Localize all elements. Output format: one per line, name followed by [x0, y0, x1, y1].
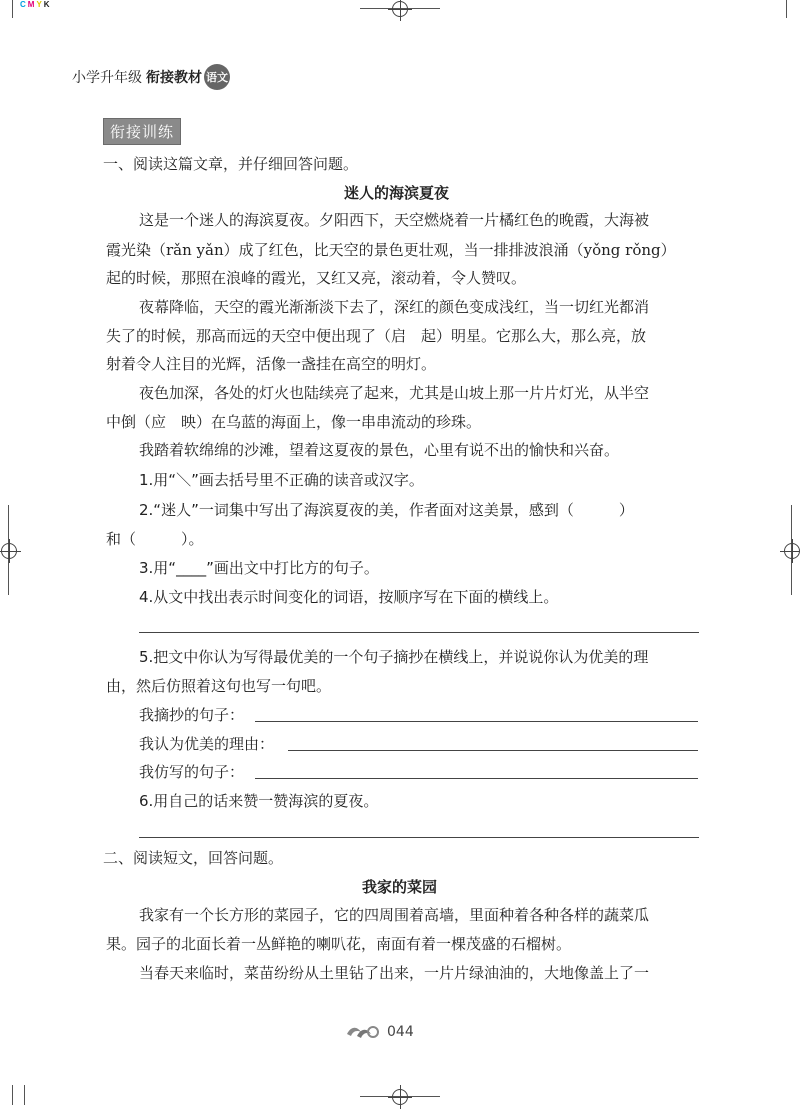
- book-series: 小学升年级: [72, 70, 142, 86]
- crop-mark: [12, 0, 13, 18]
- question-4: 4.从文中找出表示时间变化的词语，按顺序写在下面的横线上。: [139, 588, 559, 606]
- fill-label-copy: 我摘抄的句子：: [139, 706, 245, 724]
- passage-line: 霞光染（rǎn yǎn）成了红色，比天空的景色更壮观，当一排排波浪涌（yǒng rǒng）: [106, 241, 676, 259]
- page-number: 044: [387, 1024, 414, 1040]
- page-header: [72, 64, 230, 90]
- passage-line: 起的时候，那照在浪峰的霞光，又红又亮，滚动着，令人赞叹。: [106, 269, 527, 287]
- subject-badge: 语文: [204, 64, 230, 90]
- registration-mark-icon: [1, 543, 17, 559]
- passage-line: 我踏着软绵绵的沙滩，望着这夏夜的景色，心里有说不出的愉快和兴奋。: [139, 441, 620, 459]
- question-1: 1.用“＼”画去括号里不正确的读音或汉字。: [139, 471, 424, 489]
- fill-label-reason: 我认为优美的理由：: [139, 735, 275, 753]
- registration-mark-icon: [392, 1, 408, 17]
- answer-line[interactable]: [139, 632, 699, 633]
- cmyk-k: K: [43, 0, 52, 9]
- answer-line[interactable]: [255, 778, 698, 779]
- registration-mark-icon: [784, 543, 800, 559]
- passage-line: 失了的时候，那高而远的天空中便出现了（启 起）明星。它那么大，那么亮，放: [106, 327, 647, 345]
- question-5: 5.把文中你认为写得最优美的一个句子摘抄在横线上，并说说你认为优美的理: [139, 648, 649, 666]
- passage-line: 中倒（应 映）在乌蓝的海面上，像一串串流动的珍珠。: [106, 413, 482, 431]
- passage-line: 这是一个迷人的海滨夏夜。夕阳西下，天空燃烧着一片橘红色的晚霞，大海被: [139, 211, 650, 229]
- cmyk-marks: [20, 0, 52, 9]
- cmyk-c: C: [20, 0, 28, 9]
- passage-line: 当春天来临时，菜苗纷纷从土里钻了出来，一片片绿油油的，大地像盖上了一: [139, 964, 650, 982]
- question-6: 6.用自己的话来赞一赞海滨的夏夜。: [139, 792, 379, 810]
- question-5-cont: 由，然后仿照着这句也写一句吧。: [106, 677, 332, 695]
- question-3: 3.用“____”画出文中打比方的句子。: [139, 559, 379, 577]
- section-tag: 衔接训练: [103, 118, 181, 145]
- passage-line: 夜幕降临，天空的霞光渐渐淡下去了，深红的颜色变成浅红，当一切红光都消: [139, 298, 650, 316]
- answer-line[interactable]: [288, 750, 698, 751]
- page-footer: [343, 1022, 414, 1042]
- cmyk-m: M: [27, 0, 37, 9]
- q2-instruction: 二、阅读短文，回答问题。: [103, 849, 284, 867]
- page-ornament-icon: [343, 1022, 383, 1042]
- answer-line[interactable]: [255, 721, 698, 722]
- question-2-cont: 和（ ）。: [106, 530, 204, 548]
- book-title: 衔接教材: [146, 70, 202, 86]
- q1-passage-title: 迷人的海滨夏夜: [344, 184, 450, 202]
- question-2: 2.“迷人”一词集中写出了海滨夏夜的美，作者面对这美景，感到（ ）: [139, 501, 634, 519]
- q2-passage-title: 我家的菜园: [362, 878, 438, 896]
- crop-mark: [24, 1085, 25, 1105]
- crop-mark: [12, 1085, 13, 1105]
- passage-line: 我家有一个长方形的菜园子，它的四周围着高墙，里面种着各种各样的蔬菜瓜: [139, 906, 650, 924]
- passage-line: 夜色加深，各处的灯火也陆续亮了起来，尤其是山坡上那一片片灯光，从半空: [139, 384, 650, 402]
- passage-line: 果。园子的北面长着一丛鲜艳的喇叭花，南面有着一棵茂盛的石榴树。: [106, 935, 572, 953]
- crop-mark: [786, 0, 787, 18]
- q1-instruction: 一、阅读这篇文章，并仔细回答问题。: [103, 155, 359, 173]
- answer-line[interactable]: [139, 837, 699, 838]
- passage-line: 射着令人注目的光辉，活像一盏挂在高空的明灯。: [106, 355, 437, 373]
- registration-mark-icon: [392, 1089, 408, 1105]
- fill-label-imitate: 我仿写的句子：: [139, 763, 245, 781]
- cmyk-y: Y: [36, 0, 44, 9]
